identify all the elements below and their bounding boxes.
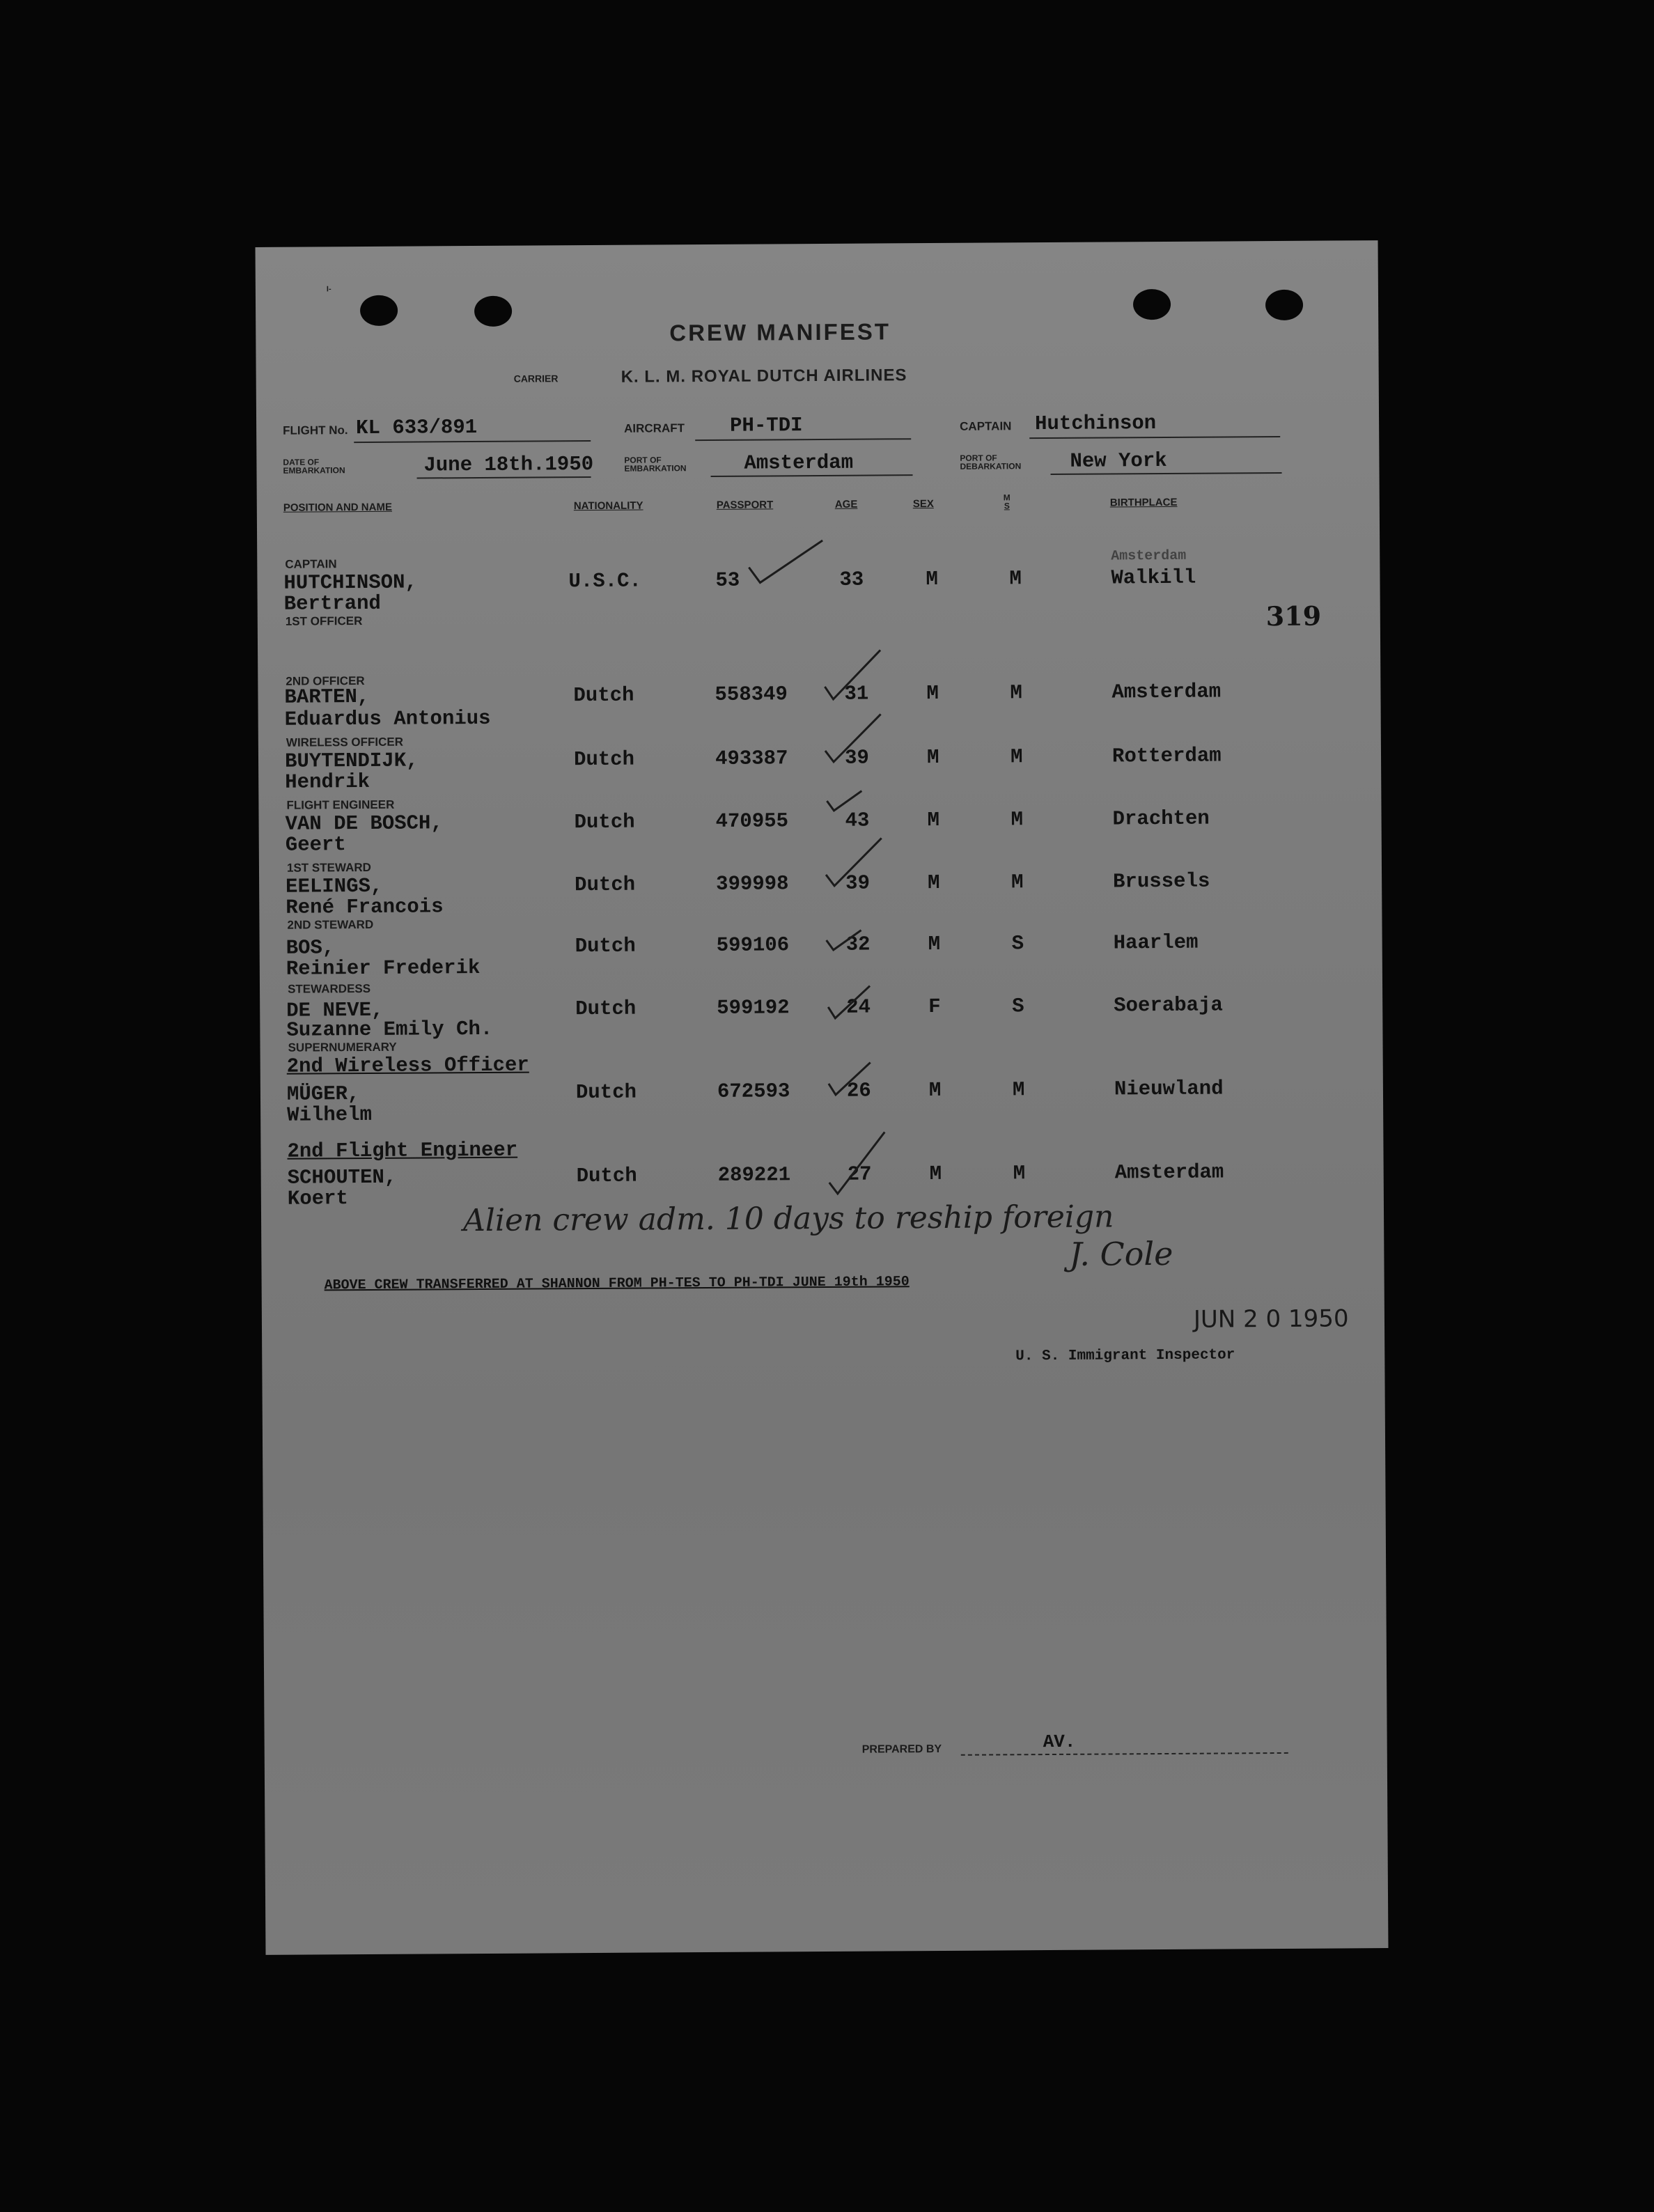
crew-given-name: Reinier Frederik [286,956,481,981]
col-header-marital [1004,493,1011,510]
crew-birthplace: Amsterdam [1111,680,1222,704]
crew-passport: 558349 [715,683,788,706]
crew-sex: M [926,745,939,770]
prepared-by-label: PREPARED BY [861,1743,942,1756]
field-rule [354,440,591,443]
crew-position: 1ST STEWARD [286,860,371,875]
col-header-age: AGE [834,498,858,511]
check-mark-icon [822,647,884,703]
captain-value: Hutchinson [1034,412,1157,436]
crew-surname: BUYTENDIJK, [284,749,419,773]
crew-age: 43 [845,809,870,832]
crew-age: 33 [839,568,864,591]
crew-sex: M [929,1162,942,1186]
crew-nationality: U.S.C. [568,569,641,593]
port-of-embarkation-label [624,455,686,473]
check-mark-icon [823,926,865,954]
crew-marital: M [1009,567,1022,591]
crew-sex: M [928,1078,942,1103]
crew-marital: S [1012,995,1024,1018]
crew-position: FLIGHT ENGINEER [286,797,395,812]
crew-given-name: Bertrand [283,591,381,616]
crew-age: 27 [847,1162,872,1186]
punch-hole [1133,289,1171,320]
crew-passport: 493387 [715,747,788,770]
crew-surname: VAN DE BOSCH, [285,811,443,836]
crew-position: 2ND STEWARD [287,917,374,932]
form-title: CREW MANIFEST [669,318,891,346]
crew-given-name: Koert [287,1187,348,1210]
date-stamp: JUN 2 0 1950 [1193,1304,1349,1334]
col-header-position: POSITION AND NAME [283,501,392,514]
crew-sex: M [926,567,938,591]
crew-birthplace: Haarlem [1113,930,1199,955]
check-mark-icon [744,536,828,593]
punch-hole [360,295,398,326]
crew-age: 32 [845,933,871,956]
crew-age: 26 [846,1079,871,1103]
crew-marital: M [1013,1162,1026,1185]
label-line: S [1004,501,1010,511]
crew-sex: M [926,681,939,706]
crew-birthplace: Walkill [1111,566,1196,590]
prepared-by-value: AV. [1043,1731,1076,1753]
field-rule [711,474,913,477]
crew-surname: BARTEN, [284,685,370,709]
col-header-passport: PASSPORT [716,499,774,511]
crew-marital: M [1010,681,1022,705]
carrier-value: K. L. M. ROYAL DUTCH AIRLINES [621,366,907,387]
transfer-note: ABOVE CREW TRANSFERRED AT SHANNON FROM PH-TES TO PH-TDI JUNE 19th 1950 [324,1274,910,1294]
crew-marital: M [1010,745,1023,769]
crew-age: 31 [844,682,869,706]
crew-surname: DE NEVE, [286,998,384,1022]
label-line: DATE OF [283,457,320,467]
manifest-sheet [256,240,1389,1955]
crew-position: 2ND OFFICER [286,673,365,688]
crew-given-name: Eduardus Antonius [284,706,491,731]
crew-position: SUPERNUMERARY [288,1040,397,1054]
crew-marital: M [1011,808,1024,832]
col-header-nationality: NATIONALITY [573,499,643,513]
crew-passport: 289221 [717,1163,791,1187]
aircraft-label: AIRCRAFT [624,421,685,435]
inspector-signature: J. Cole [1069,1234,1173,1273]
field-rule [695,438,911,441]
crew-marital: S [1011,932,1024,956]
crew-marital: M [1011,871,1024,894]
punch-hole [1265,290,1303,320]
crew-nationality: Dutch [575,997,637,1021]
crew-birthplace: Rotterdam [1111,744,1222,768]
crew-passport: 672593 [717,1080,790,1103]
crew-age: 39 [845,871,871,895]
handwritten-note: Alien crew adm. 10 days to reship foreign [462,1199,1114,1239]
field-rule [961,1752,1288,1756]
crew-given-name: René Francois [286,895,444,919]
crew-passport: 53 [715,568,740,592]
crew-given-name: Hendrik [285,770,370,794]
crew-position: CAPTAIN [285,557,337,571]
label-line: DEBARKATION [960,461,1022,472]
crew-nationality: Dutch [574,810,635,834]
crew-nationality: Dutch [575,934,636,958]
form-number: I- [326,285,331,294]
crew-nationality: Dutch [575,873,636,897]
crew-nationality: Dutch [576,1164,637,1188]
crew-sex: M [928,871,940,895]
flight-label: FLIGHT No. [283,423,348,437]
debarkation-port-value: New York [1070,449,1167,473]
label-line: PORT OF [960,453,997,463]
port-of-debarkation-label [960,453,1021,471]
punch-hole [474,296,512,327]
field-rule [417,476,591,479]
crew-passport: 470955 [715,809,789,833]
label-line: M [1003,492,1011,503]
inspector-title: U. S. Immigrant Inspector [1015,1347,1235,1365]
crew-sex: M [927,808,940,832]
crew-sex: M [928,932,941,956]
check-mark-icon [822,710,885,766]
crew-marital: M [1012,1078,1025,1102]
crew-birthplace: Drachten [1112,807,1210,831]
crew-surname: SCHOUTEN, [287,1165,397,1190]
col-header-birthplace: BIRTHPLACE [1109,496,1178,509]
carrier-label: CARRIER [513,373,559,384]
label-line: EMBARKATION [624,463,687,474]
check-mark-icon [826,1059,875,1100]
captain-label: CAPTAIN [960,419,1012,433]
crew-birthplace: Amsterdam [1114,1160,1224,1185]
check-mark-icon [826,1128,889,1198]
crew-birthplace: Nieuwland [1114,1077,1224,1101]
check-mark-icon [825,982,874,1024]
crew-surname: EELINGS, [286,874,383,898]
col-header-sex: SEX [912,498,934,511]
crew-passport: 599106 [716,933,790,957]
aircraft-value: PH-TDI [730,414,803,437]
crew-surname: BOS, [286,936,335,960]
crew-surname: HUTCHINSON, [283,570,418,595]
page-number: 319 [1265,600,1322,632]
crew-position: WIRELESS OFFICER [286,735,404,749]
label-line: EMBARKATION [283,465,345,476]
embarkation-date-value: June 18th.1950 [423,452,594,477]
crew-position: STEWARDESS [287,981,371,996]
crew-sex: F [928,995,941,1019]
crew-age: 39 [844,746,869,770]
crew-position: 1ST OFFICER [285,614,363,628]
crew-given-name: Suzanne Emily Ch. [286,1017,493,1042]
crew-nationality: Dutch [573,747,635,772]
crew-age: 24 [846,995,871,1019]
crew-birthplace-note: Amsterdam [1111,547,1187,565]
crew-extra-position: 2nd Flight Engineer [287,1138,518,1163]
crew-nationality: Dutch [573,683,634,708]
check-mark-icon [823,834,886,890]
embarkation-port-value: Amsterdam [744,451,854,475]
field-rule [1029,436,1280,439]
flight-value: KL 633/891 [356,416,478,440]
crew-passport: 399998 [716,872,789,896]
date-of-embarkation-label [283,458,345,475]
crew-surname: MÜGER, [286,1082,360,1106]
crew-passport: 599192 [717,996,790,1020]
crew-birthplace: Brussels [1113,869,1210,894]
check-mark-icon [824,787,866,815]
crew-given-name: Wilhelm [287,1103,373,1127]
crew-nationality: Dutch [575,1080,637,1105]
label-line: PORT OF [624,455,662,465]
crew-extra-position: 2nd Wireless Officer [286,1053,529,1078]
crew-birthplace: Soerabaja [1114,993,1223,1018]
crew-given-name: Geert [285,833,346,857]
